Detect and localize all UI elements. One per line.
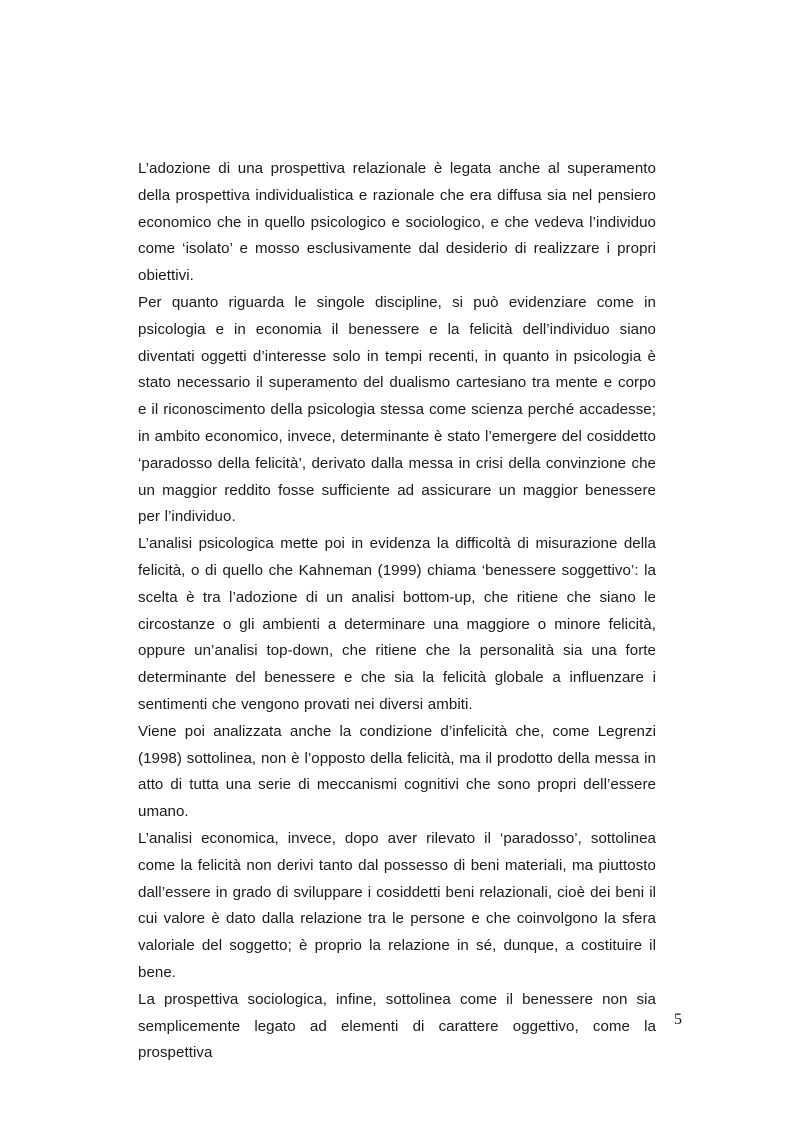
paragraph-economic-analysis: L’analisi economica, invece, dopo aver rilevato il ‘paradosso’, sottolinea come la felicità non derivi tanto dal possesso di beni materiali, ma piuttosto dall’essere in grado di sviluppare i cosiddetti beni relazionali, cioè dei beni il cui valore è dato dalla relazione tra le persone e che coinvolgono la sfera valoriale del soggetto; è proprio la relazione in sé, dunque, a costituire il bene. [138, 829, 656, 981]
paragraph-psychological-analysis: L’analisi psicologica mette poi in evidenza la difficoltà di misurazione della felicità, o di quello che Kahneman (1999) chiama ‘benessere soggettivo’: la scelta è tra l’adozione di un analisi bottom-up, che ritiene che siano le circostanze o gli ambienti a determinare una maggiore o minore felicità, oppure un’analisi top-down, che ritiene che la personalità sia una forte determinante del benessere e che sia la felicità globale a influenzare i sentimenti che vengono provati nei diversi ambiti. [138, 535, 656, 713]
paragraph-relational-perspective: L’adozione di una prospettiva relazionale è legata anche al superamento della prospettiva individualistica e razionale che era diffusa sia nel pensiero economico che in quello psicologico e sociologico, e che vedeva l’individuo come ‘isolato’ e mosso esclusivamente dal desiderio di realizzare i propri obiettivi. [138, 160, 656, 285]
paragraph-disciplines: Per quanto riguarda le singole discipline, si può evidenziare come in psicologia e in economia il benessere e la felicità dell’individuo siano diventati oggetti d’interesse solo in tempi recenti, in quanto in psicologia è stato necessario il superamento del dualismo cartesiano tra mente e corpo e il riconoscimento della psicologia stessa come scienza perché accadesse; in ambito economico, invece, determinante è stato l’emergere del cosiddetto ‘paradosso della felicità’, derivato dalla messa in crisi della convinzione che un maggior reddito fosse sufficiente ad assicurare un maggior benessere per l’individuo. [138, 293, 656, 526]
paragraph-unhappiness: Viene poi analizzata anche la condizione d’infelicità che, come Legrenzi (1998) sottolinea, non è l’opposto della felicità, ma il prodotto della messa in atto di tutta una serie di meccanismi cognitivi che sono propri dell’essere umano. [138, 722, 656, 821]
page-number: 5 [674, 1011, 682, 1028]
paragraph-sociological-perspective: La prospettiva sociologica, infine, sottolinea come il benessere non sia semplicemente legato ad elementi di carattere oggettivo, come la prospettiva [138, 990, 656, 1062]
body-text [138, 156, 656, 1067]
